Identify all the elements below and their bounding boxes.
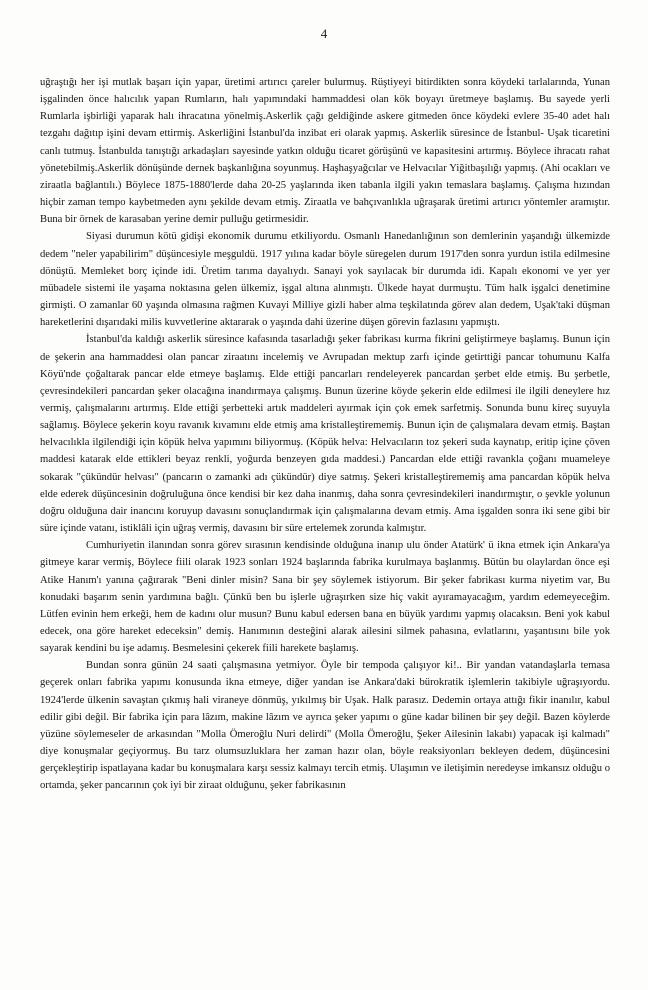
paragraph-5: Bundan sonra günün 24 saati çalışmasına yetmiyor. Öyle bir tempoda çalışıyor ki!.. Bir yandan vatandaşlarla temasa geçerek onları fabrika yapımı konusunda ikna etmeye, diğer yandan ise Ankara'daki bürokratik işlemlerin takibiyle uğraşıyordu. 1924'lerde ülkenin savaştan çıkmış hali viraneye dönmüş, yıkılmış bir Uşak. Halk parasız. Dedemin ortaya attığı fikir inanılır, kabul edilir gibi değil. Bir fabrika için para lâzım, makine lâzım ve ayrıca şeker yapımı o güne kadar bilinen bir şey değil. Bazen köylerde yüzüne söylemeseler de arkasından "Molla Ömeroğlu Nuri delirdi" (Molla Ömeroğlu, Şeker Ailesinin lakabı) yapacak işi kalmadı" diye konuşmalar geçiyormuş. Bu tarz olumsuzluklara her zaman hazır olan, böyle reaksiyonları bekleyen dedem, düşüncesini gerçekleştirip ispatlayana kadar bu konuşmalara karşı sessiz kalmayı tercih etmiş. Ulaşımın ve iletişimin neredeyse imkansız olduğu o ortamda, şeker pancarının çok iyi bir ziraat olduğunu, şeker fabrikasının — [40, 660, 610, 792]
body-text — [40, 74, 610, 795]
paragraph-1: uğraştığı her işi mutlak başarı için yapar, üretimi artırıcı çareler bulurmuş. Rüştiyeyi bitirdikten sonra köydeki tarlalarında, Yunan işgalinden önce halıcılık yapan Rumların, halı yapımındaki hammaddesi olan kök boyayı üretmeye başlamış. Bu sayede yerli Rumlarla işbirliği yaparak halı ihracatına yönelmiş.Askerlik çağı geldiğinde askere gitmeden önce köydeki evlere 35-40 adet halı tezgahı dağıtıp işini devam ettirmiş. Askerliğini İstanbul'da inzibat eri olarak yapmış. Askerlik süresince de İstanbul- Uşak ticaretini canlı tutmuş. İstanbulda tanıştığı arkadaşları sayesinde yatkın olduğu ticaret görüşünü ve kapasitesini artırmış. Böylece ihracatı rahat yönetebilmiş.Askerlik dönüşünde dernek başkanlığına soyunmuş. Haşhaşyağcılar ve Helvacılar Yiğitbaşılığı yapmış. (Ahi ocakları ve ziraatla bağlantılı.) Böylece 1875-1880'lerde daha 20-25 yaşlarında iken tabanla ilgili yakın temaslara başlamış. Çalışma hızından hiçbir zaman tempo kaybetmeden aynı şekilde devam etmiş. Ziraatla ve bahçıvanlıkla uğraşarak üretimi artırıcı yöntemler aramıştır. Buna bir örnek de karasaban yerine demir pulluğu getirmesidir. — [40, 77, 610, 226]
paragraph-3: İstanbul'da kaldığı askerlik süresince kafasında tasarladığı şeker fabrikası kurma fikrini geliştirmeye başlamış. Bunun için de şekerin ana hammaddesi olan pancar ziraatını incelemiş ve Avrupadan mektup zarfı içinde getirttiği pancar tohumunu Kalfa Köyü'nde çoğaltarak pancar elde etmeye başlamış. Elde ettiği pancarları rendeleyerek pancardan şerbet elde etmiş. Bu şerbetle, çevresindekileri pancardan şeker olacağına inandırmaya çalışmış. Bunun üzerine köyde şekerin elde edilmesi ile ilgili deneylere hız vermiş, çalışmalarını artırmış. Elde ettiği şerbetteki artık maddeleri ayırmak için çok emek sarfetmiş. Sonunda bunu kireç suyuyla sağlamış. Böylece şekerin koyu ravanık kıvamını elde etmiş ama kristalleştirememiş. Bunun için de çalışmalara devam etmiş. Baştan helvacılıkla ilgilendiği için köpük helva yapımını biliyormuş. (Köpük helva: Helvacıların toz şekeri suda kaynatıp, eritip içine çöven maddesi katarak elde ettikleri beyaz renkli, yoğurda benzeyen gıda maddesi.) Pancardan elde ettiği ravankla çoğanı muameleye sokarak "çükündür helvası" (pancarın o zamanki adı çükündür) diye satmış. Şekeri kristalleştirememiş ama pancardan köpük helva elde ederek düşüncesinin doğruluğuna önce kendisi bir kez daha inanmış, daha sonra çevresindekileri inandırmıştır, o şevkle yolunun doğru olduğuna dair inancını koruyup davasını sonuçlandırmak için çalışmalarına devam etmiş. Ama işgalden sonra iki sene gibi bir süre içinde vatanı, istiklâli için uğraş vermiş, davasını bir süre ertelemek zorunda kalmıştır. — [40, 334, 610, 535]
paragraph-4: Cumhuriyetin ilanından sonra görev sırasının kendisinde olduğuna inanıp ulu önder Atatürk' ü ikna etmek için Ankara'ya gitmeye karar vermiş, Böylece fiili olarak 1923 sonları 1924 başlarında fabrika kurulmaya başlanmış. Bütün bu olaylardan önce eşi Atike Hanım'ı yanına çağırarak "Beni dinler misin? Sana bir şey söylemek istiyorum. Bir şeker fabrikası kurma niyetim var, Bu konudaki başarım senin yardımına bağlı. Çünkü ben bu işlerle uğraşırken size hiç vakit ayıramayacağım, yardım edemeyeceğim. Lütfen evinin hem erkeği, hem de kadını olur musun? Bunu kabul edersen bana en büyük yardımı yapmış olacaksın. Beni yok kabul edecek, ona göre hareket edeceksin" demiş. Hanımının desteğini alarak ailesini silmek pahasına, evlatlarını, yaşantısını bile yok sayarak kendini bu işe adamış. Besmelesini çekerek fiili harekete başlamış. — [40, 540, 610, 655]
page-number: 4 — [320, 26, 328, 41]
paragraph-2: Siyasi durumun kötü gidişi ekonomik durumu etkiliyordu. Osmanlı Hanedanlığının son demlerinin yaşandığı ülkemizde dedem "neler yapabilirim" düşüncesiyle meşguldü. 1917 yılına kadar böyle süregelen durum 1917'den sonra yurdun istila edilmesine dönüştü. Memleket borç içinde idi. Üretim tarıma dayalıydı. Sanayi yok sayılacak bir durumda idi. Kapalı ekonomi ve yer yer mübadele sistemi ile yaşama noktasına gelen ülkemiz, işgal altına alınmıştı. Ülkede hayat durmuştu. Tüm halk işgalci denetimine girmişti. O zamanlar 60 yaşında olmasına rağmen Kuvayi Milliye gizli haber alma teşkilatında görev alan dedem, Uşak'taki düşman hareketlerini dışarıdaki milis kuvvetlerine aktararak o yaşında dahi üzerine düşen görevin fazlasını yapmıştı. — [40, 231, 610, 329]
